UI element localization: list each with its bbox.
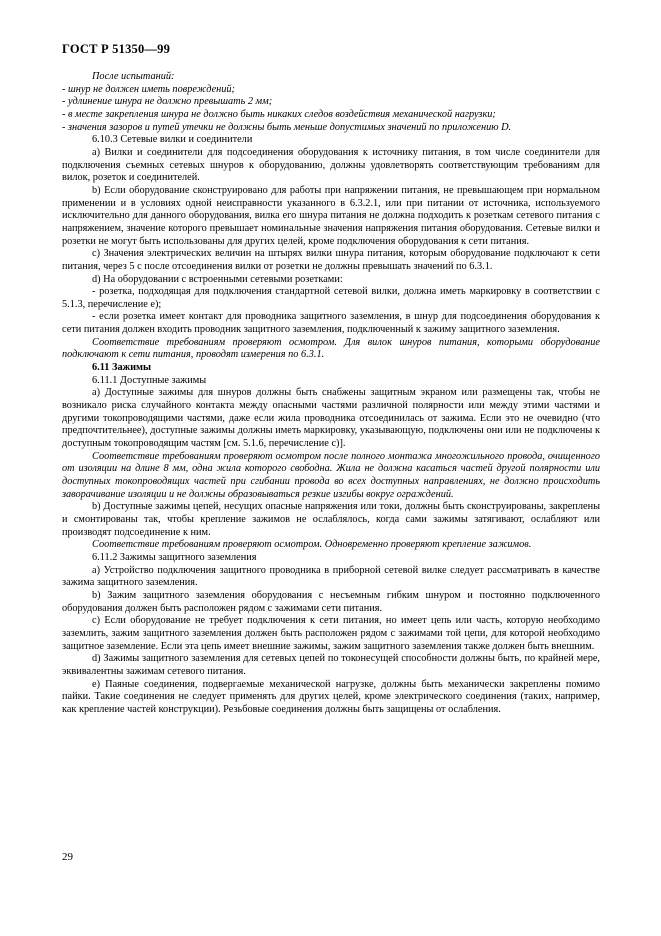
section-heading-6-11-1: 6.11.1 Доступные зажимы (92, 374, 207, 386)
list-item: - если розетка имеет контакт для проводника защитного заземления, в шнур для подсоединения оборудования к сети питания должен входить проводник защитного заземления, подключенный к зажиму защитного заземления. (62, 311, 600, 336)
paragraph: а) Доступные зажимы для шнуров должны быть снабжены защитным экраном или размещены так, чтобы не возникало риска случайного контакта между опасными частями различной полярности или между этими частями и другими токопроводящими частями, даже если жила проводника отсоединилась от зажима. Если это не очевидно (что предпочтительнее), доступные зажимы должны иметь маркировку, указывающую, подключены они или не подключены к доступным токопроводящим частям [см. 5.1.6, перечисление с)]. (62, 387, 600, 450)
paragraph: b) Если оборудование сконструировано для работы при напряжении питания, не превышающем при нормальном применении и в условиях одной неисправности указанного в 6.3.2.1, или при питании от источника, используемого исключительно для данного оборудования, вилка его шнура питания не должна подходить к розеткам сетевого питания с напряжением, значение которого превышает номинальные значения напряжения питания оборудования. Сетевые вилки и розетки не могут быть использованы для других целей, кроме подключения оборудования к сети питания. (62, 184, 600, 247)
after-tests-item: - шнур не должен иметь повреждений; (62, 83, 235, 95)
paragraph: а) Устройство подключения защитного проводника в приборной сетевой вилке следует рассматривать в качестве зажима защитного заземления. (62, 564, 600, 589)
paragraph: с) Значения электрических величин на штырях вилки шнура питания, которым оборудование подключают к сети питания, через 5 с после отсоединения вилки от розетки не должны превышать значений по 6.3.1. (62, 248, 600, 272)
document-body (62, 71, 600, 716)
compliance-check: Соответствие требованиям проверяют осмотром после полного монтажа многожильного провода, очищенного от изоляции на длине 8 мм, одна жила которого свободна. Жила не должна касаться частей другой полярности или доступных токопроводящих частей при сгибании провода во всех доступных направлениях, не должно происходить заворачивание изоляции и не должны образовываться резкие изгибы вокруг ограждений. (62, 450, 600, 500)
paragraph: b) Доступные зажимы цепей, несущих опасные напряжения или токи, должны быть сконструированы, закреплены и смонтированы так, чтобы крепление зажимов не ослаблялось, когда сами зажимы затягивают, ослабляют или производят подсоединение к ним. (62, 501, 600, 538)
section-heading-6-11: 6.11 Зажимы (92, 362, 152, 374)
paragraph: d) Зажимы защитного заземления для сетевых цепей по токонесущей способности должны быть, по крайней мере, эквивалентны зажимам сетевого питания. (62, 653, 600, 677)
paragraph: с) Если оборудование не требует подключения к сети питания, но имеет цепь или часть, которую необходимо заземлить, зажим защитного заземления должен быть расположен рядом с зажимами той цепи, для которой необходимо защитное заземление. Если эта цепь имеет внешние зажимы, зажим защитного заземления также должен быть внешним. (62, 615, 600, 652)
after-tests-heading: После испытаний: (92, 71, 175, 82)
paragraph: а) Вилки и соединители для подсоединения оборудования к источнику питания, в том числе соединители для подключения съемных сетевых шнуров к оборудованию, должны удовлетворять соответствующим требованиям для вилок, розеток и соединителей. (62, 146, 600, 184)
after-tests-item: - удлинение шнура не должно превышать 2 мм; (62, 96, 273, 108)
compliance-check: Соответствие требованиям проверяют осмотром. Одновременно проверяют крепление зажимов. (92, 539, 532, 551)
paragraph: d) На оборудовании с встроенными сетевыми розетками: (92, 273, 343, 285)
page-number: 29 (62, 851, 73, 863)
section-heading-6-10-3: 6.10.3 Сетевые вилки и соединители (92, 134, 253, 146)
paragraph: b) Зажим защитного заземления оборудования с несъемным гибким шнуром и постоянно подключенного оборудования должен быть расположен рядом с зажимами сети питания. (62, 589, 600, 614)
after-tests-item: - в месте закрепления шнура не должно быть никаких следов воздействия механической нагрузки; (62, 108, 496, 120)
after-tests-item: - значения зазоров и путей утечки не должны быть меньше допустимых значений по приложению D. (62, 121, 512, 133)
section-heading-6-11-2: 6.11.2 Зажимы защитного заземления (92, 551, 257, 563)
document-standard-title: ГОСТ Р 51350—99 (62, 42, 171, 56)
compliance-check: Соответствие требованиям проверяют осмотром. Для вилок шнуров питания, которыми оборудование подключают к сети питания, проводят измерения по 6.3.1. (62, 336, 600, 361)
paragraph: е) Паяные соединения, подвергаемые механической нагрузке, должны быть механически закреплены помимо пайки. Такие соединения не следует применять для других целей, кроме электрического соединения (таких, например, как крепление частей конструкции). Резьбовые соединения должны быть защищены от ослабления. (62, 678, 600, 715)
list-item: - розетка, подходящая для подключения стандартной сетевой вилки, должна иметь маркировку в соответствии с 5.1.3, перечисление е); (62, 286, 600, 310)
